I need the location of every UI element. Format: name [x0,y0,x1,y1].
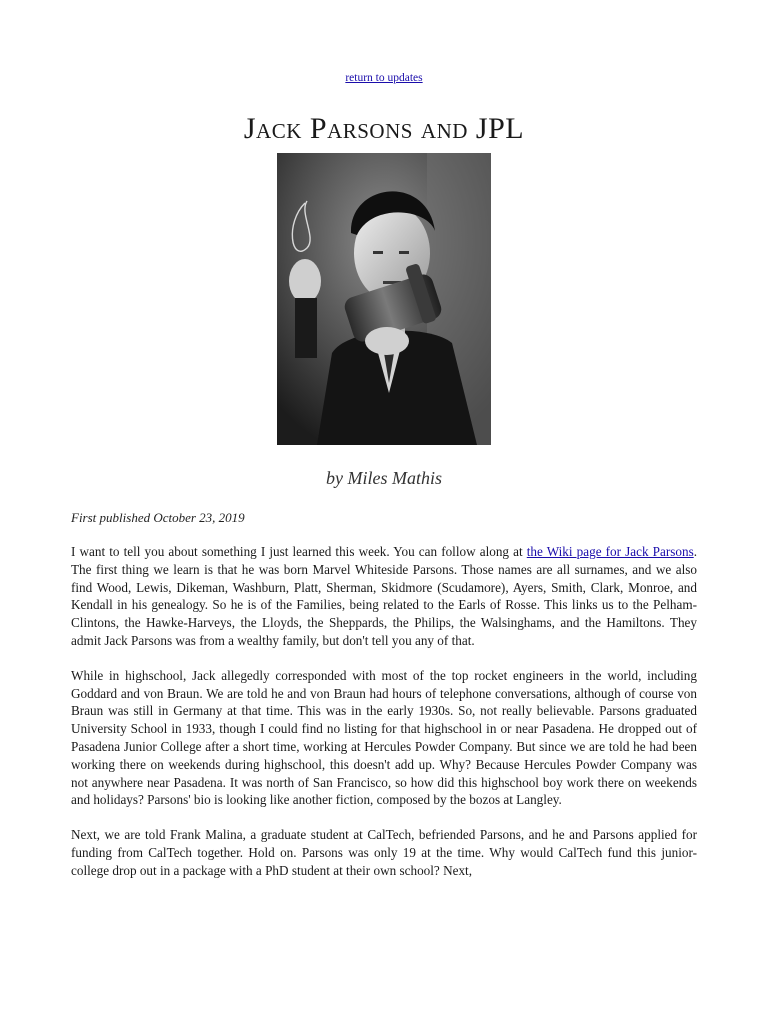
paragraph-1-intro: I want to tell you about something I just learned this week. You can follow along at [71,544,527,559]
article-body [71,543,697,897]
page-title: Jack Parsons and JPL [243,112,525,145]
paragraph-1-rest: . The first thing we learn is that he was born Marvel Whiteside Parsons. Those names are all surnames, and we also find Wood, Lewis, Dikeman, Washburn, Platt, Sherman, Skidmore (Scudamore), Ayers, Smith, Clark, Monroe, and Kendall in his genealogy. So he is of the Families, being related to the Earls of Rosse. This links us to the Pelham-Clintons, the Hawke-Harveys, the Lloyds, the Sheppards, the Philips, the Walsinghams, and the Hamiltons. They admit Jack Parsons was from a wealthy family, but don't tell you any of that. [71,544,697,648]
paragraph-3: Next, we are told Frank Malina, a graduate student at CalTech, befriended Parsons, and he and Parsons applied for funding from CalTech together. Hold on. Parsons was only 19 at the time. Why would CalTech fund this junior-college drop out in a package with a PhD student at their own school? Next, [71,827,697,878]
publish-date: First published October 23, 2019 [71,510,245,525]
wiki-jack-parsons-link[interactable]: the Wiki page for Jack Parsons [526,544,694,559]
portrait-photo-icon [277,153,491,445]
paragraph-2: While in highschool, Jack allegedly corresponded with most of the top rocket engineers in the world, including Goddard and von Braun. We are told he and von Braun had hours of telephone conversations, although of course von Braun was still in Germany at that time. This was in the early 1930s. So, not really believable. Parsons graduated University School in 1933, though I could find no listing for that highschool in or near Pasadena. He dropped out of Pasadena Junior College after a short time, working at Hercules Powder Company. But since we are told he had been working there on weekends during highschool, this doesn't add up. Why? Because Hercules Powder Company was not anywhere near Pasadena. It was north of San Francisco, so how did this highschool boy work there on weekends and holidays? Parsons' bio is looking like another fiction, composed by the bozos at Langley. [71,667,697,808]
paragraph-1 [71,543,697,650]
return-to-updates-link[interactable]: return to updates [345,72,423,84]
byline: by Miles Mathis [326,468,442,488]
portrait-photo [277,153,491,445]
